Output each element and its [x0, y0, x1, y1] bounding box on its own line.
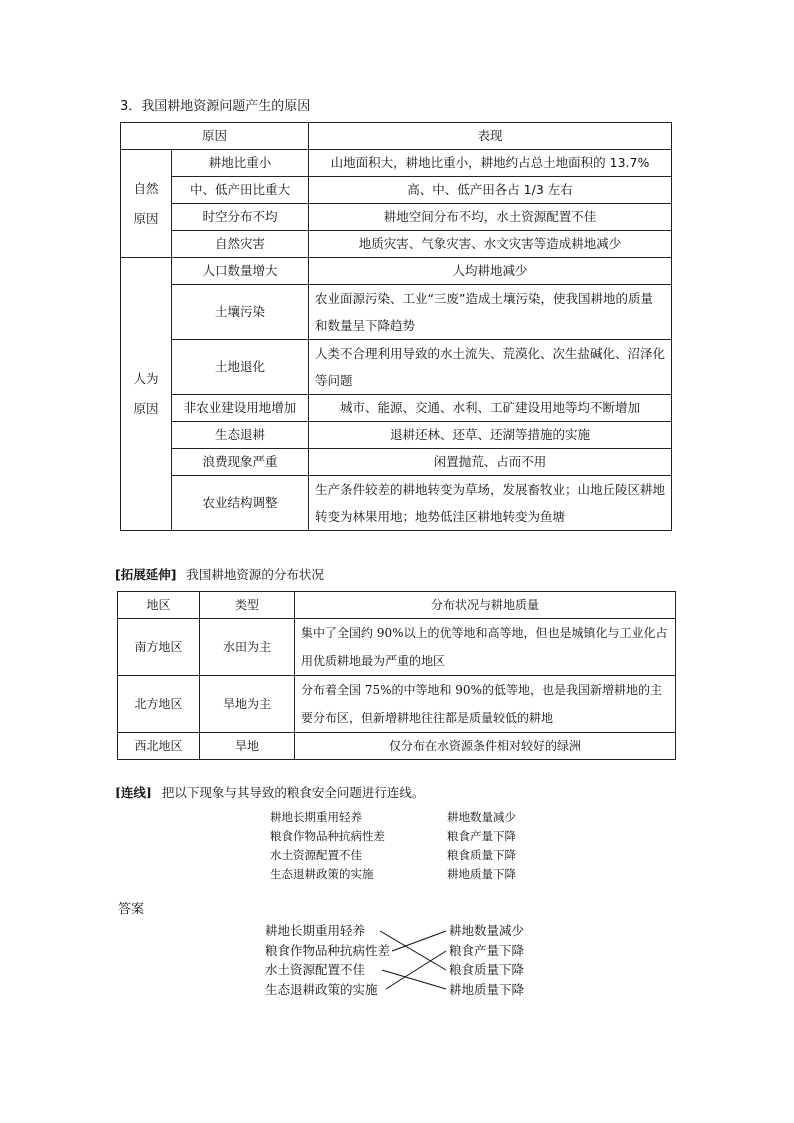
list-item: 粮食产量下降	[449, 942, 525, 958]
cause-cell: 土地退化	[172, 340, 309, 395]
header-distribution: 分布状况与耕地质量	[295, 592, 676, 619]
region-cell: 西北地区	[118, 733, 200, 760]
table-row	[121, 150, 672, 177]
matching-left-list	[270, 808, 385, 884]
manifestation-cell: 闲置抛荒、占而不用	[309, 449, 672, 476]
cause-cell: 生态退耕	[172, 422, 309, 449]
list-item: 粮食作物品种抗病性差	[265, 942, 391, 958]
answer-label: 答案	[118, 902, 145, 917]
table-row	[121, 204, 672, 231]
list-item: 耕地质量下降	[449, 981, 525, 997]
header-type: 类型	[200, 592, 295, 619]
distribution-cell: 仅分布在水资源条件相对较好的绿洲	[295, 733, 676, 760]
manifestation-cell: 人类不合理利用导致的水土流失、荒漠化、次生盐碱化、沼泽化等问题	[309, 340, 672, 395]
extension-tag: [拓展延伸]	[115, 567, 177, 582]
cause-cell: 土壤污染	[172, 285, 309, 340]
table-row	[118, 733, 676, 760]
list-item: 水土资源配置不佳	[265, 962, 366, 977]
cause-cell: 自然灾害	[172, 231, 309, 258]
cause-cell: 时空分布不均	[172, 204, 309, 231]
header-region: 地区	[118, 592, 200, 619]
table-row	[121, 449, 672, 476]
list-item: 耕地长期重用轻养	[265, 923, 366, 938]
answer-line	[386, 951, 446, 989]
manifestation-cell: 人均耕地减少	[309, 258, 672, 285]
extension-title: 我国耕地资源的分布状况	[186, 567, 324, 582]
table-row	[121, 395, 672, 422]
table-row	[118, 619, 676, 676]
answer-line	[380, 931, 446, 970]
manifestation-cell: 高、中、低产田各占 1/3 左右	[309, 177, 672, 204]
header-manifestation: 表现	[309, 123, 672, 150]
region-cell: 北方地区	[118, 676, 200, 733]
cause-cell: 浪费现象严重	[172, 449, 309, 476]
table-header-row	[121, 123, 672, 150]
cause-cell: 非农业建设用地增加	[172, 395, 309, 422]
table-row	[121, 258, 672, 285]
list-item: 粮食质量下降	[449, 962, 525, 977]
manifestation-cell: 耕地空间分布不均，水土资源配置不佳	[309, 204, 672, 231]
distribution-cell: 分布着全国 75%的中等地和 90%的低等地，也是我国新增耕地的主要分布区，但新增耕地往往都是质量较低的耕地	[295, 676, 676, 733]
list-item: 耕地数量减少	[447, 810, 516, 824]
table-row	[121, 285, 672, 340]
list-item: 耕地长期重用轻养	[270, 810, 362, 824]
section-title: 3．我国耕地资源问题产生的原因	[120, 99, 311, 114]
region-cell: 南方地区	[118, 619, 200, 676]
table-row	[121, 340, 672, 395]
answer-right-list	[449, 921, 524, 999]
table-row	[118, 676, 676, 733]
answer-left-list	[265, 921, 390, 999]
manifestation-cell: 地质灾害、气象灾害、水文灾害等造成耕地减少	[309, 231, 672, 258]
header-cause: 原因	[121, 123, 309, 150]
matching-heading	[115, 783, 424, 801]
matching-instruction: 把以下现象与其导致的粮食安全问题进行连线。	[161, 785, 425, 800]
matching-tag: [连线]	[115, 785, 152, 800]
table-row	[121, 231, 672, 258]
table-row	[121, 177, 672, 204]
cause-cell: 农业结构调整	[172, 476, 309, 531]
answer-line	[392, 931, 446, 951]
extension-heading	[115, 565, 324, 583]
list-item: 粮食作物品种抗病性差	[270, 829, 385, 843]
group-human: 人为 原因	[121, 258, 172, 531]
manifestation-cell: 生产条件较差的耕地转变为草场，发展畜牧业；山地丘陵区耕地转变为林果用地；地势低洼区耕地转变为鱼塘	[309, 476, 672, 531]
table-row	[121, 422, 672, 449]
answer-connection-lines	[380, 921, 450, 1001]
table-row	[121, 476, 672, 531]
answer-line	[382, 970, 446, 989]
list-item: 耕地数量减少	[449, 923, 525, 938]
cause-cell: 人口数量增大	[172, 258, 309, 285]
manifestation-cell: 山地面积大，耕地比重小，耕地约占总土地面积的 13.7%	[309, 150, 672, 177]
list-item: 水土资源配置不佳	[270, 848, 362, 862]
manifestation-cell: 退耕还林、还草、还湖等措施的实施	[309, 422, 672, 449]
cause-cell: 耕地比重小	[172, 150, 309, 177]
cause-cell: 中、低产田比重大	[172, 177, 309, 204]
distribution-cell: 集中了全国约 90%以上的优等地和高等地，但也是城镇化与工业化占用优质耕地最为严重的地区	[295, 619, 676, 676]
matching-right-list	[447, 808, 516, 884]
list-item: 生态退耕政策的实施	[270, 867, 374, 881]
type-cell: 旱地为主	[200, 676, 295, 733]
causes-table	[120, 122, 672, 531]
group-natural: 自然 原因	[121, 150, 172, 258]
manifestation-cell: 农业面源污染、工业“三废”造成土壤污染，使我国耕地的质量和数量呈下降趋势	[309, 285, 672, 340]
list-item: 生态退耕政策的实施	[265, 981, 378, 997]
type-cell: 旱地	[200, 733, 295, 760]
list-item: 耕地质量下降	[447, 867, 516, 881]
table-header-row	[118, 592, 676, 619]
type-cell: 水田为主	[200, 619, 295, 676]
manifestation-cell: 城市、能源、交通、水利、工矿建设用地等均不断增加	[309, 395, 672, 422]
list-item: 粮食质量下降	[447, 848, 516, 862]
distribution-table	[117, 591, 676, 760]
list-item: 粮食产量下降	[447, 829, 516, 843]
